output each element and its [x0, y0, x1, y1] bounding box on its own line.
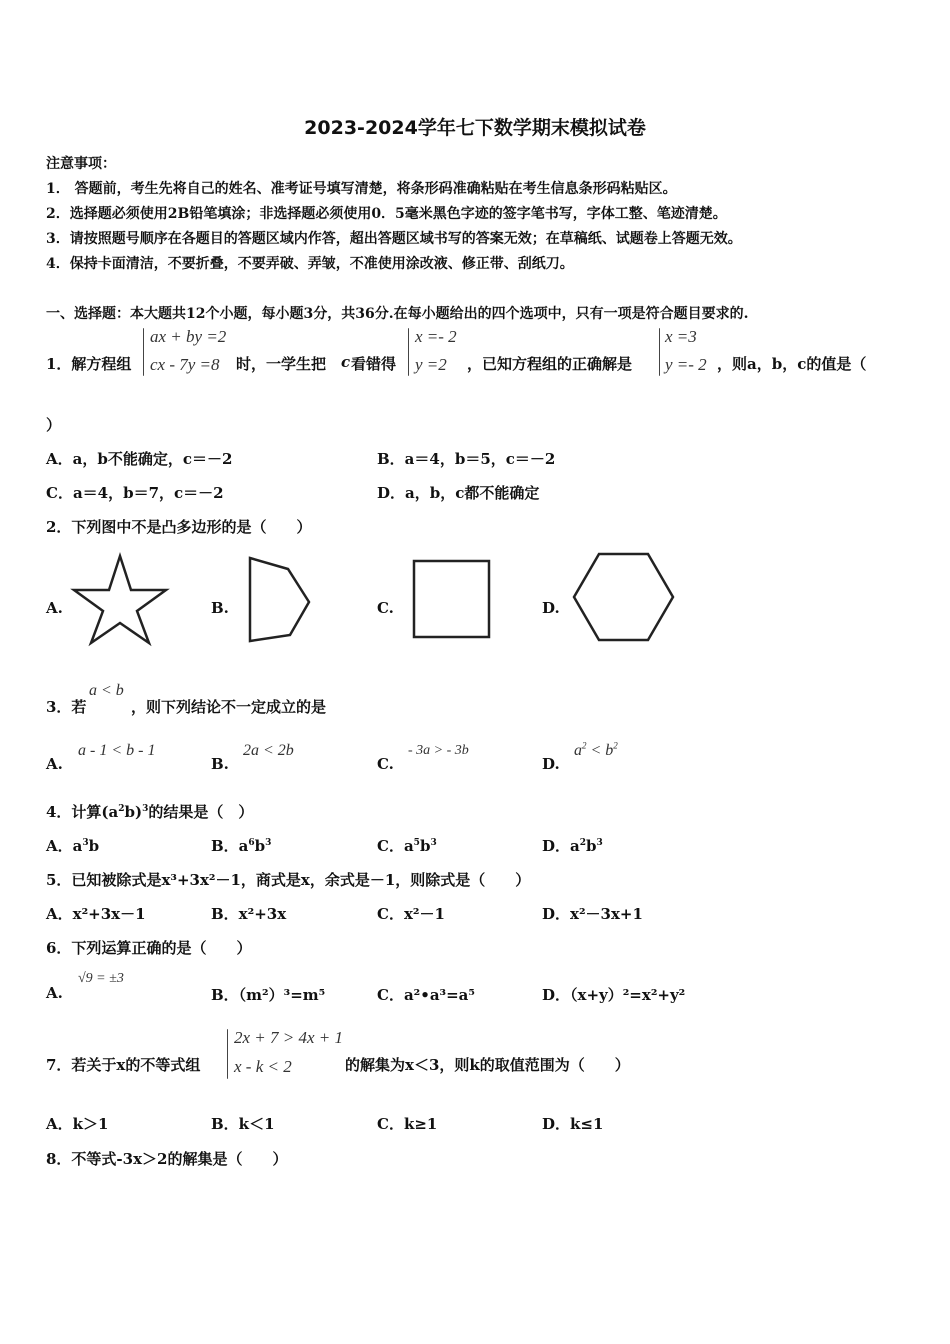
q1-option-a[interactable]: A．a，b不能确定，c＝－2 — [46, 450, 233, 468]
q1-mid3: ，已知方程组的正确解是 — [467, 355, 633, 373]
q5-option-d[interactable]: D．x²－3x+1 — [542, 905, 643, 923]
q1-tail: ，则a，b，c的值是（ — [717, 355, 867, 373]
q8-stem: 8．不等式-3x＞2的解集是（ ） — [46, 1150, 288, 1168]
star-shape — [72, 553, 168, 645]
notes-heading: 注意事项： — [46, 156, 116, 172]
section-heading: 一、选择题：本大题共12个小题，每小题3分，共36分.在每小题给出的四个选项中，只有一项是符合题目要求的. — [46, 306, 749, 322]
q6-option-d[interactable]: D．（x+y）²=x²+y² — [542, 986, 686, 1004]
q2-stem: 2．下列图中不是凸多边形的是（ ） — [46, 518, 312, 536]
q3-option-c[interactable]: C. — [377, 755, 394, 773]
q3-option-d-expr: $a^2 < b^2$ — [574, 740, 618, 759]
q6-option-a[interactable]: A. — [46, 984, 63, 1002]
q7-system-brace — [227, 1029, 228, 1079]
note-item: 2．选择题必须使用2B铅笔填涂；非选择题必须使用0．5毫米黑色字迹的签字笔书写，字体工整、笔迹清楚。 — [46, 206, 727, 222]
q1-sys3-eq1: x =3 — [665, 327, 697, 346]
q1-option-c[interactable]: C．a＝4，b＝7，c＝－2 — [46, 484, 224, 502]
pentagon-outline — [250, 558, 309, 641]
q3-condition: a < b — [89, 682, 124, 699]
q6-option-b[interactable]: B．（m²）³=m⁵ — [211, 986, 326, 1004]
q1-close-paren: ） — [46, 416, 62, 434]
note-item: 3．请按照题号顺序在各题目的答题区域内作答，超出答题区域书写的答案无效；在草稿纸、试题卷上答题无效。 — [46, 231, 742, 247]
q1-option-b[interactable]: B．a＝4，b＝5，c＝－2 — [377, 450, 556, 468]
note-item: 1． 答题前，考生先将自己的姓名、准考证号填写清楚，将条形码准确粘贴在考生信息条形码粘贴区。 — [46, 181, 677, 197]
q2-option-c[interactable]: C. — [377, 599, 394, 617]
q7-option-d[interactable]: D．k≤1 — [542, 1115, 604, 1133]
q1-system-brace — [143, 328, 144, 376]
q3-option-c-expr: - 3a > - 3b — [408, 743, 469, 758]
q1-sys2-eq1: x =- 2 — [415, 327, 457, 346]
q2-option-b[interactable]: B. — [211, 599, 229, 617]
note-item: 4．保持卡面清洁，不要折叠，不要弄破、弄皱，不准使用涂改液、修正带、刮纸刀。 — [46, 256, 574, 272]
q1-sys3-eq2: y =- 2 — [665, 355, 707, 374]
q4-option-c[interactable]: C．$a^5b^3$ — [377, 837, 437, 855]
hexagon-shape — [572, 551, 676, 643]
q4-option-b[interactable]: B．$a^6b^3$ — [211, 837, 272, 855]
q1-mid2: 看错得 — [351, 355, 397, 373]
q3-option-b[interactable]: B. — [211, 755, 229, 773]
q6-option-a-expr: √9 = ±3 — [78, 971, 124, 986]
q3-option-a-expr: a - 1 < b - 1 — [78, 742, 156, 759]
q2-option-d[interactable]: D. — [542, 599, 560, 617]
q4-option-a[interactable]: A．$a^3b$ — [46, 837, 100, 855]
q2-option-a[interactable]: A. — [46, 599, 63, 617]
q1-sys1-eq2: cx - 7y =8 — [150, 355, 220, 374]
q3-option-b-expr: 2a < 2b — [243, 742, 294, 759]
q4-option-d[interactable]: D．$a^2b^3$ — [542, 837, 603, 855]
q1-wrong-solution-brace — [408, 328, 409, 376]
q4-stem: 4．计算$(a^2b)^3$的结果是（ ） — [46, 803, 254, 821]
q6-option-c[interactable]: C．a²•a³=a⁵ — [377, 986, 475, 1004]
q1-correct-solution-brace — [659, 328, 660, 376]
q7-option-c[interactable]: C．k≥1 — [377, 1115, 438, 1133]
q5-stem: 5．已知被除式是x³+3x²－1，商式是x，余式是－1，则除式是（ ） — [46, 871, 531, 889]
q1-mid1: 时，一学生把 — [236, 355, 327, 373]
star-outline — [74, 556, 166, 643]
q7-prefix: 7．若关于x的不等式组 — [46, 1056, 201, 1074]
q3-prefix: 3．若 — [46, 698, 87, 716]
square-shape — [411, 558, 491, 640]
q5-option-a[interactable]: A．x²+3x－1 — [46, 905, 146, 923]
q7-tail: 的解集为x＜3，则k的取值范围为（ ） — [345, 1056, 630, 1074]
pentagon-shape — [246, 555, 312, 643]
q1-var-c: c — [341, 353, 351, 371]
square-outline — [414, 561, 489, 637]
q7-ineq1: 2x + 7 > 4x + 1 — [234, 1028, 344, 1047]
hexagon-outline — [574, 554, 673, 640]
q1-option-d[interactable]: D．a，b，c都不能确定 — [377, 484, 540, 502]
q6-stem: 6．下列运算正确的是（ ） — [46, 939, 252, 957]
q3-option-d[interactable]: D. — [542, 755, 560, 773]
q7-option-a[interactable]: A．k＞1 — [46, 1115, 109, 1133]
q5-option-c[interactable]: C．x²－1 — [377, 905, 445, 923]
q1-sys2-eq2: y =2 — [415, 355, 447, 374]
q3-tail: ，则下列结论不一定成立的是 — [131, 698, 327, 716]
page-title: 2023-2024学年七下数学期末模拟试卷 — [304, 117, 646, 139]
q1-prefix: 1．解方程组 — [46, 355, 132, 373]
q7-ineq2: x - k < 2 — [234, 1057, 292, 1076]
q7-option-b[interactable]: B．k＜1 — [211, 1115, 275, 1133]
q1-sys1-eq1: ax + by =2 — [150, 327, 227, 346]
q5-option-b[interactable]: B．x²+3x — [211, 905, 287, 923]
q3-option-a[interactable]: A. — [46, 755, 63, 773]
